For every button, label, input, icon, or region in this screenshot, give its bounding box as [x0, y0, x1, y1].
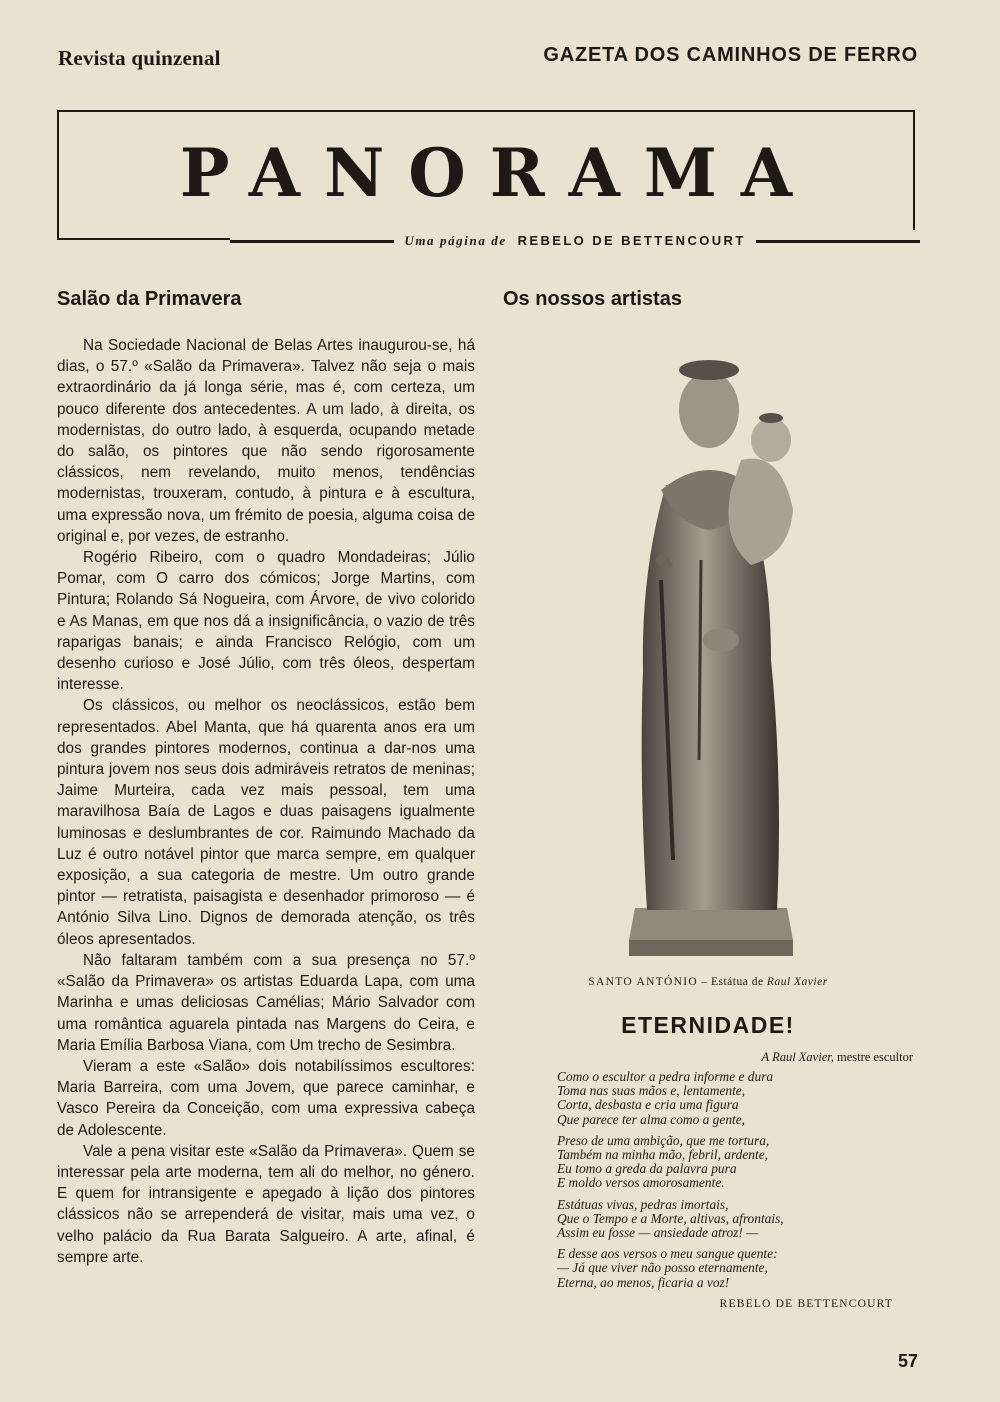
article-paragraph: Rogério Ribeiro, com o quadro Mondadeiras; Júlio Pomar, com O carro dos cómicos; Jorge Martins, com Pintura; Rolando Sá Nogueira, com Árvore, de vivo colorido e As Manas, em que nos dá a insignificância, o vazio de três raparigas banais; e ainda Francisco Relógio, com um desenho curioso e José Júlio, com três óleos, despertam interesse.: [57, 549, 475, 694]
banner-byline: [230, 230, 920, 252]
poem-title: ETERNIDADE!: [621, 1012, 795, 1038]
byline-rule-right: [756, 240, 920, 243]
article-paragraph: Vieram a este «Salão» dois notabilíssimos escultores: Maria Barreira, com uma Jovem, que parece caminhar, e Vasco Pereira da Conceição, com uma expressiva cabeça de Adolescente.: [57, 1057, 475, 1139]
poem-line: Como o escultor a pedra informe e dura: [557, 1069, 774, 1084]
poem-line: Eterna, ao menos, ficaria a voz!: [557, 1274, 730, 1290]
poem-line: Que o Tempo e a Morte, altivas, afrontais,: [557, 1210, 784, 1226]
poem-signature: REBELO DE BETTENCOURT: [719, 1298, 893, 1310]
article-heading: Salão da Primavera: [57, 288, 242, 310]
poem-stanza: [557, 1247, 784, 1290]
poem-dedication: [762, 1050, 913, 1065]
poem-line: Toma nas suas mãos e, lentamente,: [557, 1083, 746, 1099]
article-column: [57, 288, 475, 1268]
byline-author: REBELO DE BETTENCOURT: [517, 233, 746, 248]
poem-stanza: [557, 1070, 784, 1127]
dedication-rest: mestre escultor: [833, 1050, 913, 1064]
header-periodicity: Revista quinzenal: [58, 46, 221, 70]
byline-prefix: Uma página de: [404, 233, 507, 248]
byline-rule-left: [230, 240, 394, 243]
banner-title: PANORAMA: [179, 134, 817, 212]
caption-mid: – Estátua de: [697, 976, 767, 988]
dedication-name: A Raul Xavier,: [761, 1050, 834, 1064]
caption-subject: SANTO ANTÓNIO: [588, 976, 698, 988]
poem-line: Preso de uma ambição, que me tortura,: [557, 1132, 770, 1148]
poem-line: E moldo versos amorosamente.: [557, 1175, 725, 1191]
statue-photo: [621, 340, 801, 962]
poem-body: [557, 1070, 784, 1297]
article-paragraph: Os clássicos, ou melhor os neoclássicos, estão bem representados. Abel Manta, que há quarenta anos era um dos grandes pintores modernos, continua a dar-nos uma pintura jovem nos seus dois admiráveis retratos de meninas; Jaime Murteira, cada vez mais pessoal, tem uma maravilhosa Baía de Lagos e duas paisagens igualmente luminosas e deslumbrantes de cor. Raimundo Machado da Luz é outro notável pintor que marca sempre, em qualquer exposição, a sua categoria de mestre. Um outro grande pintor — retratista, paisagista e desenhador primoroso — é António Silva Lino. Dignos de demorada atenção, os três óleos apresentados.: [57, 697, 475, 948]
saint-anthony-statue-image: [621, 340, 801, 962]
panorama-banner: [57, 110, 915, 240]
poem-stanza: [557, 1198, 784, 1241]
artists-heading: Os nossos artistas: [503, 288, 682, 310]
poem-line: — Já que viver não posso eternamente,: [557, 1260, 768, 1276]
article-paragraph: Não faltaram também com a sua presença no 57.º «Salão da Primavera» os artistas Eduarda Lapa, com uma Marinha e umas deliciosas Camélias; Mário Salvador com uma romântica aguarela pintada nas Margens do Ceira, e Maria Emília Barbosa Viana, com Um trecho de Sesimbra.: [57, 951, 475, 1054]
article-paragraph: Na Sociedade Nacional de Belas Artes inaugurou-se, há dias, o 57.º «Salão da Primavera». Talvez não seja o mais extraordinário da já longa série, mas é, com certeza, um pouco diferente dos antecedentes. A um lado, à direita, os modernistas, do outro lado, à esquerda, ocupando metade do salão, os pintores que não sendo rigorosamente clássicos, nem revelando, muito menos, tendências modernistas, trouxeram, contudo, à pintura e à escultura, uma expressão nova, um frémito de poesia, alguma coisa de original e, por vezes, de estranho.: [57, 337, 475, 545]
page-number: 57: [897, 1351, 918, 1371]
caption-artist: Raul Xavier: [766, 976, 828, 988]
poem-stanza: [557, 1134, 784, 1191]
poem-line: Também na minha mão, febril, ardente,: [557, 1147, 769, 1163]
poem-line: Corta, desbasta e cria uma figura: [557, 1097, 739, 1113]
article-body: [57, 335, 475, 1268]
poem-line: Que parece ter alma como a gente,: [557, 1111, 746, 1127]
header-magazine-title: GAZETA DOS CAMINHOS DE FERRO: [543, 44, 918, 66]
poem-line: E desse aos versos o meu sangue quente:: [557, 1246, 778, 1262]
article-paragraph: Vale a pena visitar este «Salão da Primavera». Quem se interessar pela arte moderna, tem ali do melhor, no género. E quem for intransigente e apegado à lição dos pintores clássicos não se arrependerá de visitar, mais uma vez, o velho palácio da Rua Barata Salgueiro. A arte, afinal, é sempre arte.: [57, 1142, 475, 1266]
statue-caption: [503, 976, 913, 988]
poem-line: Estátuas vivas, pedras imortais,: [557, 1196, 729, 1212]
poem-line: Assim eu fosse — ansiedade atroz! —: [557, 1225, 759, 1241]
poem-line: Eu tomo a greda da palavra pura: [557, 1161, 737, 1177]
